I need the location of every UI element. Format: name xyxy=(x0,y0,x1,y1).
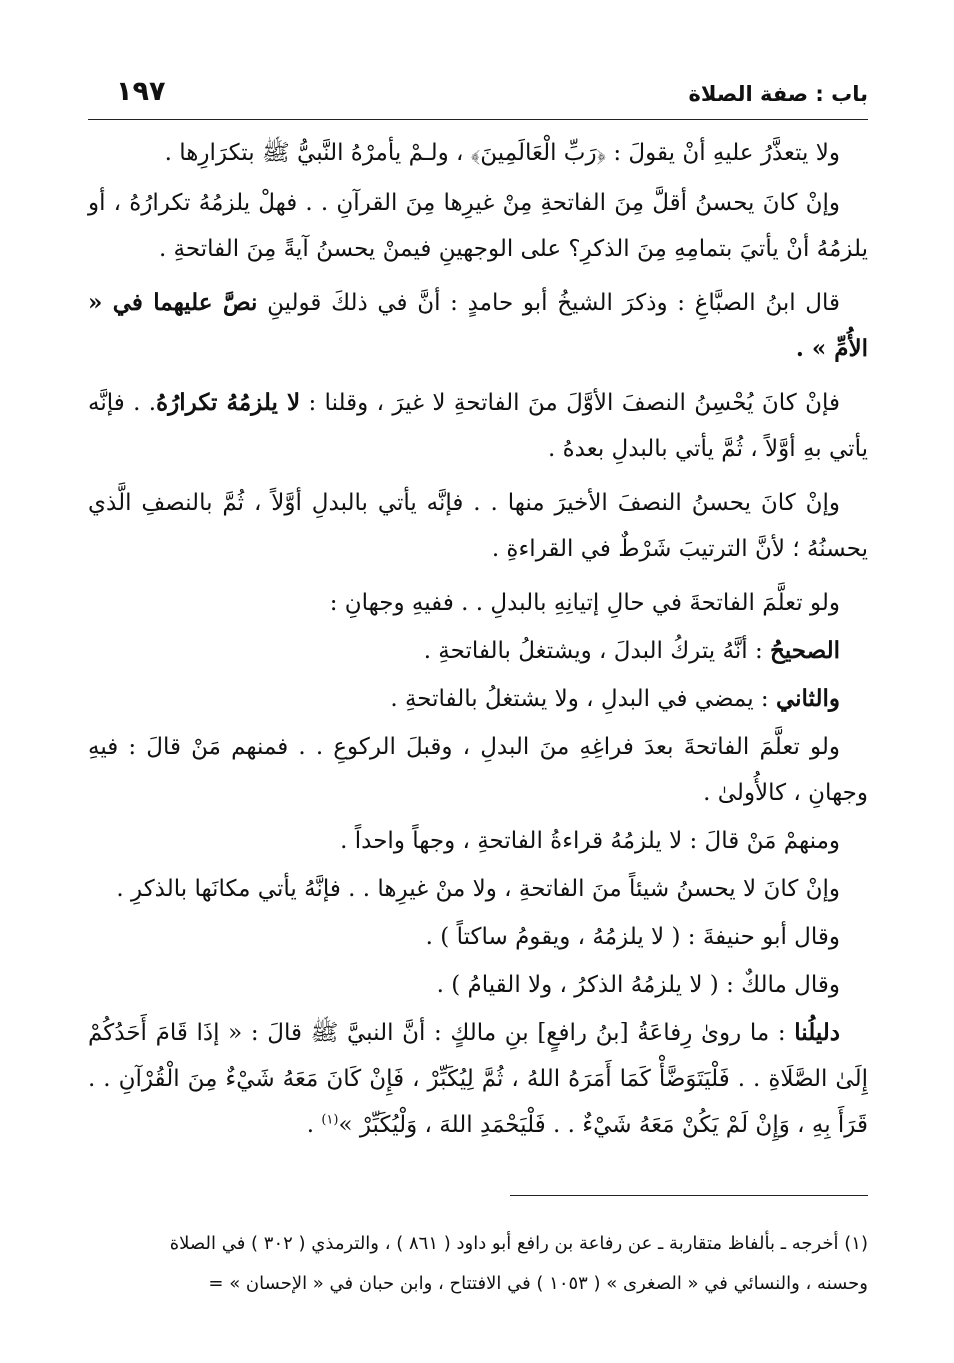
paragraph-7-text: : أنَّهُ يتركُ البدلَ ، ويشتغلُ بالفاتحةِ . xyxy=(423,638,763,664)
paragraph-10: ومنهمْ مَنْ قالَ : لا يلزمُهُ قراءةُ الفاتحةِ ، وجهاً واحداً . xyxy=(340,828,840,854)
paragraph-2: وإنْ كانَ يحسنُ أقلَّ مِنَ الفاتحةِ مِنْ غيرِها مِنَ القرآنِ . . فهلْ يلزمُهُ تكرارُهُ ، أو يلزمُهُ أنْ يأتيَ بتمامِهِ مِنَ الذكرِ؟ على الوجهينِ فيمنْ يحسنُ آيةً مِنَ الفاتحةِ . xyxy=(88,190,868,262)
header-rule xyxy=(88,119,868,120)
footnotes xyxy=(88,1224,868,1304)
chapter-title: باب : صفة الصلاة xyxy=(688,82,868,106)
paragraph-12: وقال أبو حنيفةَ : ( لا يلزمُهُ ، ويقومُ ساكتاً ) . xyxy=(425,924,840,950)
paragraph-5: وإنْ كانَ يحسنُ النصفَ الأخيرَ منها . . فإنَّه يأتي بالبدلِ أوَّلاً ، ثُمَّ بالنصفِ الَّذي يحسنُهُ ؛ لأنَّ الترتيبَ شَرْطٌ في القراءةِ . xyxy=(88,490,868,562)
running-header xyxy=(88,72,868,116)
paragraph-14 xyxy=(88,1010,868,1148)
paragraph-7-label: الصحيحُ xyxy=(770,637,840,664)
paragraph-8 xyxy=(88,676,868,722)
paragraph-14-text: : ما روىٰ رِفاعَةُ [بنُ رافعٍ] بنِ مالكٍ : أنَّ النبيَّ ﷺ قالَ : « إذَا قَامَ أَحَدُكُمْ إِلَىٰ الصَّلَاةِ . . فَلْيَتَوَضَّأْ كَمَا أَمَرَهُ اللهُ ، ثُمَّ لِيُكَبِّرْ ، فَإِنْ كَانَ مَعَهُ شَيْءٌ مِنَ الْقُرْآنِ . . قَرَأَ بِهِ ، وَإِنْ لَمْ يَكُنْ مَعَهُ شَيْءٌ . . فَلْيَحْمَدِ اللهَ ، وَلْيُكَبِّرْ » xyxy=(88,1020,868,1138)
paragraph-3-bold: نصَّ عليهما في « الأُمِّ » . xyxy=(88,289,868,362)
paragraph-8-text: : يمضي في البدلِ ، ولا يشتغلُ بالفاتحةِ . xyxy=(390,686,769,712)
paragraph-4-continuation: . . فإنَّه يأتي بهِ أوَّلاً ، ثُمَّ يأتي بالبدلِ بعدهُ . xyxy=(88,390,868,462)
paragraph-1: ولا يتعذَّرُ عليهِ أنْ يقولَ : ﴿رَبِّ الْعَالَمِينَ﴾ ، ولـمْ يأمرْهُ النَّبيُّ ﷺ بتكرَارِها . xyxy=(164,140,840,166)
paragraph-13: وقال مالكٌ : ( لا يلزمُهُ الذكرُ ، ولا القيامُ ) . xyxy=(436,972,840,998)
footnote-reference[interactable]: (١) xyxy=(321,1112,339,1128)
paragraph-9: ولو تعلَّمَ الفاتحةَ بعدَ فراغِهِ منَ البدلِ ، وقبلَ الركوعِ . . فمنهم مَنْ قالَ : فيهِ وجهانِ ، كالأُولىٰ . xyxy=(88,734,868,806)
paragraph-3-text: قال ابنُ الصبَّاغِ : وذكرَ الشيخُ أبو حامدٍ : أنَّ في ذلكَ قولينِ xyxy=(267,290,841,316)
paragraph-4-text: فإنْ كانَ يُحْسِنُ النصفَ الأوَّلَ منَ الفاتحةِ لا غيرَ ، وقلنا : xyxy=(308,390,840,416)
footnote-line-2: وحسنه ، والنسائي في « الصغرى » ( ١٠٥٣ ) في الافتتاح ، وابن حبان في « الإحسان » = xyxy=(208,1273,868,1294)
page-number: ١٩٧ xyxy=(116,76,166,107)
paragraph-3 xyxy=(88,280,868,372)
paragraph-6: ولو تعلَّمَ الفاتحةَ في حالِ إتيانِهِ بالبدلِ . . ففيهِ وجهانِ : xyxy=(329,590,840,616)
paragraph-7 xyxy=(88,628,868,674)
paragraph-11: وإنْ كانَ لا يحسنُ شيئاً منَ الفاتحةِ ، ولا منْ غيرِها . . فإنَّهُ يأتي مكانَها بالذكرِ . xyxy=(116,876,840,902)
footnote-rule xyxy=(510,1195,868,1196)
paragraph-14-end: . xyxy=(306,1112,322,1138)
paragraph-14-label: دليلُنا xyxy=(794,1019,841,1046)
main-text xyxy=(88,130,868,1150)
paragraph-8-label: والثاني xyxy=(775,685,840,712)
paragraph-4 xyxy=(88,380,868,472)
paragraph-4-bold: لا يلزمُهُ تكرارُهُ xyxy=(156,389,301,416)
footnote-line-1: (١) أخرجه ـ بألفاظ متقاربة ـ عن رفاعة بن رافع أبو داود ( ٨٦١ ) ، والترمذي ( ٣٠٢ ) في الصلاة xyxy=(169,1233,868,1254)
